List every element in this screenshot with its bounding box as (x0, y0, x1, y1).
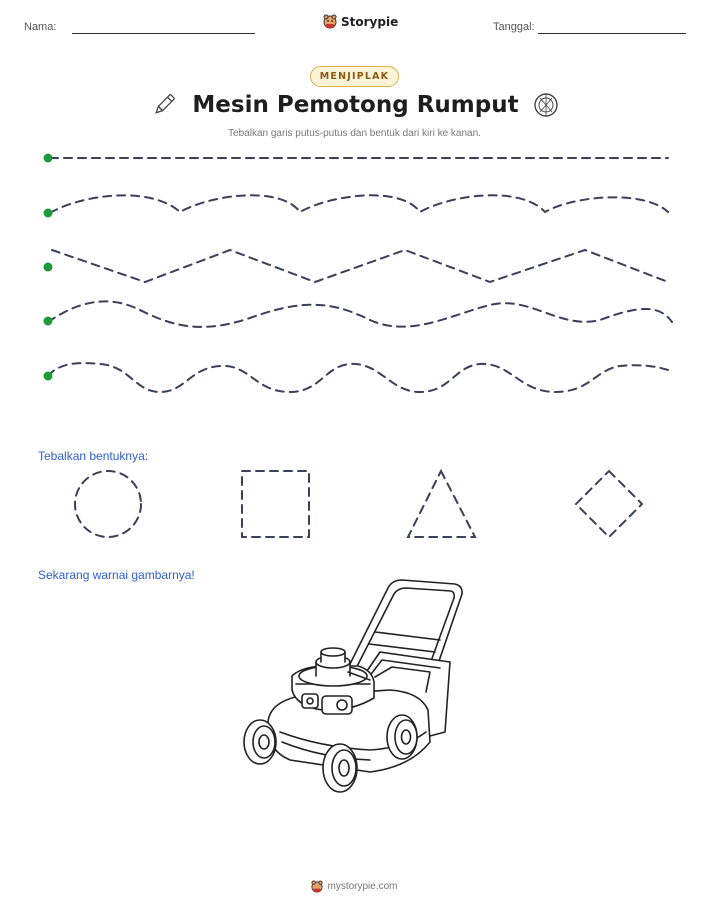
brand-logo (323, 14, 398, 29)
instructions: Tebalkan garis putus-putus dan bentuk dari kiri ke kanan. (228, 128, 481, 139)
tracing-line-bumps[interactable] (48, 363, 668, 392)
activity-badge: MENJIPLAK (310, 66, 400, 87)
tracing-line-wave[interactable] (50, 195, 668, 213)
name-field[interactable] (72, 33, 255, 34)
start-dot (44, 209, 53, 218)
storypie-mascot-icon (311, 880, 323, 893)
page-title: Mesin Pemotong Rumput (192, 92, 519, 118)
name-label: Nama: (24, 21, 57, 33)
lawn-mower-picture[interactable] (230, 572, 480, 802)
start-dot (44, 154, 53, 163)
footer-url[interactable]: mystorypie.com (327, 881, 398, 892)
pencil-icon (150, 91, 178, 119)
tracing-line-zigzag[interactable] (52, 250, 668, 282)
footer (311, 880, 397, 893)
coloring-label: Sekarang warnai gambarnya! (38, 568, 195, 582)
tracing-shapes (0, 462, 709, 547)
trace-circle[interactable] (75, 471, 141, 537)
date-field[interactable] (538, 33, 686, 34)
date-label: Tanggal: (493, 21, 535, 33)
trace-diamond[interactable] (576, 471, 642, 537)
ball-icon (533, 92, 559, 118)
trace-square[interactable] (242, 471, 309, 537)
tracing-lines (0, 140, 709, 400)
start-dot (44, 317, 53, 326)
trace-triangle[interactable] (408, 471, 475, 537)
tracing-line-wave-2[interactable] (48, 301, 672, 326)
start-dot (44, 263, 53, 272)
start-dot (44, 372, 53, 381)
brand-name: Storypie (341, 14, 399, 29)
shapes-label: Tebalkan bentuknya: (38, 449, 149, 463)
storypie-mascot-icon (323, 14, 337, 29)
